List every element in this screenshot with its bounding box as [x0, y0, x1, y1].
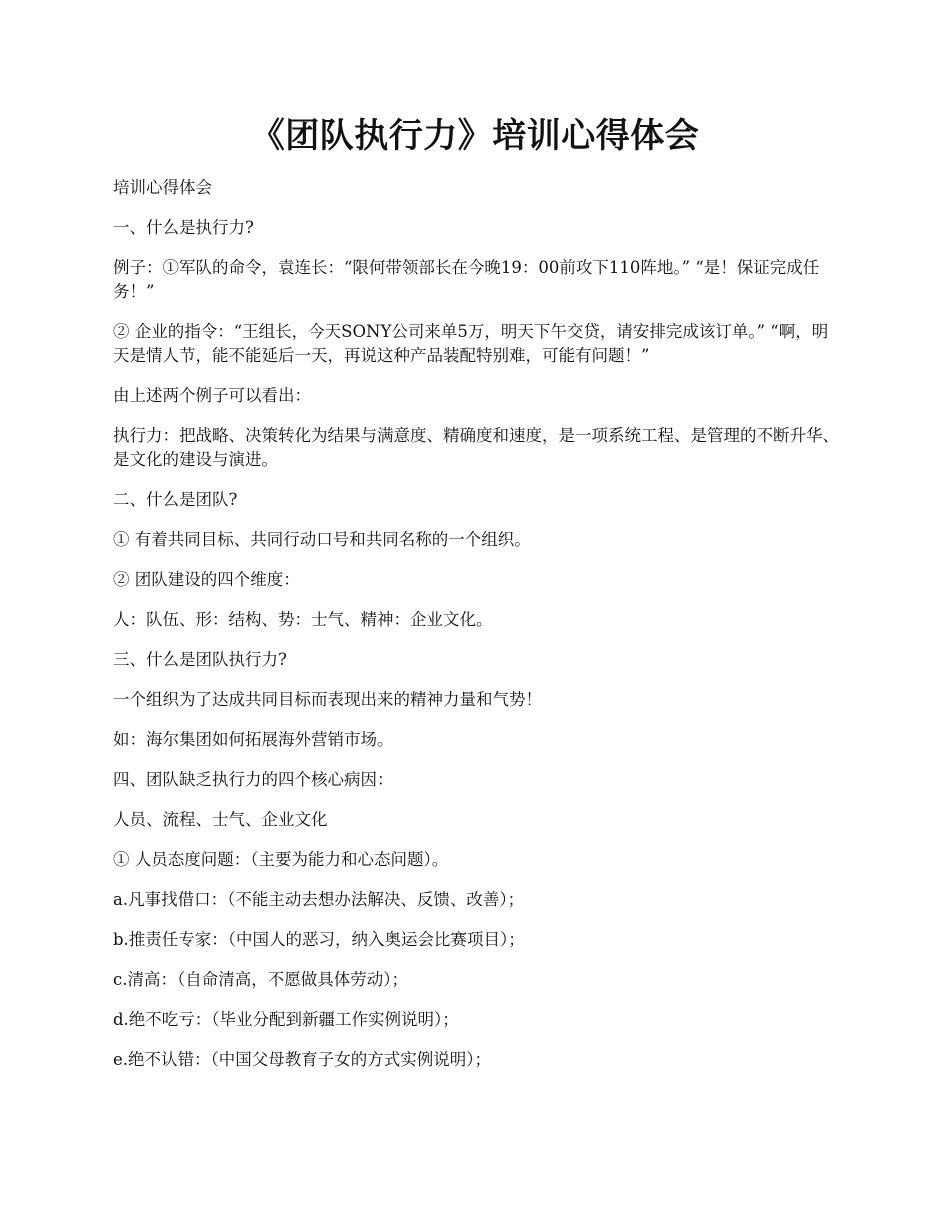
paragraph-conclusion-intro: 由上述两个例子可以看出： [113, 386, 311, 405]
paragraph-attitude: ① 人员态度问题：（主要为能力和心态问题）。 [113, 850, 449, 869]
list-item-e: e.绝不认错：（中国父母教育子女的方式实例说明）； [113, 1050, 492, 1069]
section-heading-3: 三、什么是团队执行力? [113, 650, 287, 669]
section-heading-2: 二、什么是团队? [113, 490, 238, 509]
document-body [113, 176, 843, 1088]
section-heading-4: 四、团队缺乏执行力的四个核心病因： [113, 770, 394, 789]
document-title: 《团队执行力》培训心得体会 [250, 116, 700, 156]
paragraph-subtitle: 培训心得体会 [113, 178, 212, 197]
list-item-b: b.推责任专家：（中国人的恶习，纳入奥运会比赛项目）； [113, 930, 525, 949]
paragraph-example-2: ② 企业的指令：“王组长，今天SONY公司来单5万，明天下午交贷，请安排完成该订单。” “啊，明天是情人节，能不能延后一天，再说这种产品装配特别难，可能有问题！” [113, 322, 829, 365]
paragraph-causes: 人员、流程、士气、企业文化 [113, 810, 328, 829]
paragraph-team-execution-def: 一个组织为了达成共同目标而表现出来的精神力量和气势！ [113, 690, 542, 709]
section-heading-1: 一、什么是执行力? [113, 218, 254, 237]
paragraph-haier-example: 如：海尔集团如何拓展海外营销市场。 [113, 730, 394, 749]
list-item-a: a.凡事找借口：（不能主动去想办法解决、反馈、改善）； [113, 890, 525, 909]
paragraph-team-def: ① 有着共同目标、共同行动口号和共同名称的一个组织。 [113, 530, 531, 549]
paragraph-dimensions: ② 团队建设的四个维度： [113, 570, 300, 589]
paragraph-example-1: 例子：①军队的命令，袁连长：“限何带领部长在今晚19：00前攻下110阵地。” “是！保证完成任务！” [113, 258, 820, 301]
paragraph-definition: 执行力：把战略、决策转化为结果与满意度、精确度和速度，是一项系统工程、是管理的不断升华、是文化的建设与演进。 [113, 426, 839, 469]
list-item-d: d.绝不吃亏：（毕业分配到新疆工作实例说明）； [113, 1010, 459, 1029]
list-item-c: c.清高：（自命清高，不愿做具体劳动）； [113, 970, 408, 989]
paragraph-dimensions-list: 人：队伍、形：结构、势：士气、精神：企业文化。 [113, 610, 493, 629]
